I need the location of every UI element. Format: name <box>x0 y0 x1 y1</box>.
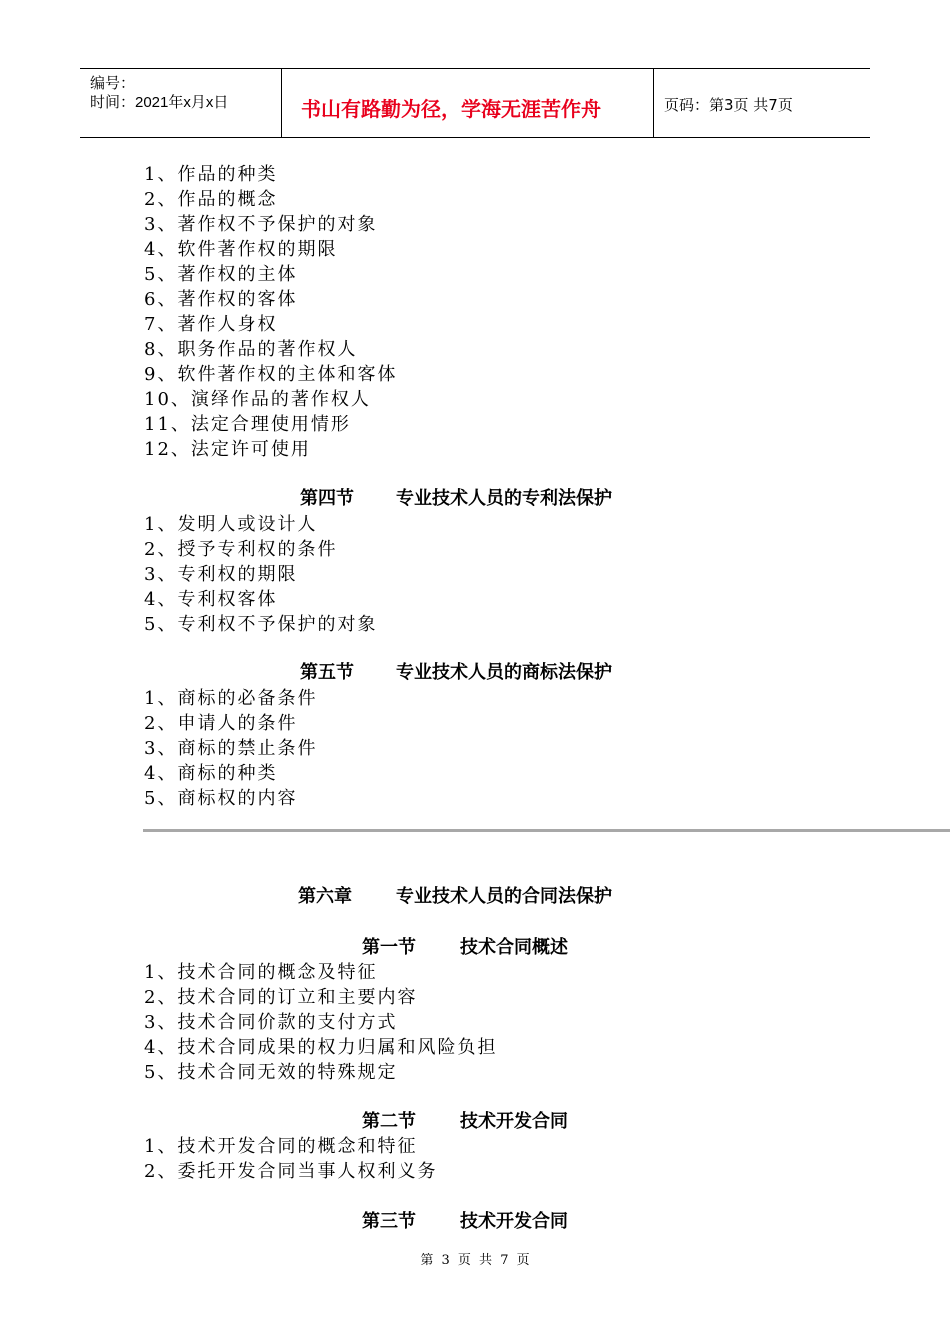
list-item: 5、专利权不予保护的对象 <box>144 614 378 635</box>
list-item: 1、技术合同的概念及特征 <box>144 962 378 983</box>
header-motto: 书山有路勤为径，学海无涯苦作舟 <box>301 97 601 121</box>
list-item: 2、授予专利权的条件 <box>144 539 338 560</box>
list-item: 3、专利权的期限 <box>144 564 298 585</box>
list-item: 5、商标权的内容 <box>144 788 298 809</box>
list-item: 12、法定许可使用 <box>144 439 311 460</box>
list-item: 5、著作权的主体 <box>144 264 298 285</box>
list-item: 6、著作权的客体 <box>144 289 298 310</box>
list-item: 1、商标的必备条件 <box>144 688 318 709</box>
list-item: 2、技术合同的订立和主要内容 <box>144 987 418 1008</box>
section-number: 第二节 <box>362 1111 416 1132</box>
list-item: 3、著作权不予保护的对象 <box>144 214 378 235</box>
list-item: 8、职务作品的著作权人 <box>144 339 358 360</box>
list-item: 2、申请人的条件 <box>144 713 298 734</box>
list-item: 3、商标的禁止条件 <box>144 738 318 759</box>
list-item: 3、技术合同价款的支付方式 <box>144 1012 398 1033</box>
section-number: 第四节 <box>300 488 354 509</box>
header-meta-cell <box>80 69 282 137</box>
list-item: 4、技术合同成果的权力归属和风险负担 <box>144 1037 498 1058</box>
section-title: 技术开发合同 <box>460 1211 568 1232</box>
list-item: 9、软件著作权的主体和客体 <box>144 364 398 385</box>
list-item: 1、技术开发合同的概念和特征 <box>144 1136 418 1157</box>
page-header <box>80 68 870 138</box>
list-item: 4、软件著作权的期限 <box>144 239 338 260</box>
page-footer: 第 3 页 共 7 页 <box>420 1253 530 1268</box>
list-item: 7、著作人身权 <box>144 314 278 335</box>
chapter-title: 专业技术人员的合同法保护 <box>396 886 612 907</box>
list-item: 2、委托开发合同当事人权利义务 <box>144 1161 438 1182</box>
document-number-label: 编号： <box>90 75 136 92</box>
list-item: 4、商标的种类 <box>144 763 278 784</box>
list-item: 4、专利权客体 <box>144 589 278 610</box>
list-item: 1、作品的种类 <box>144 164 278 185</box>
list-item: 2、作品的概念 <box>144 189 278 210</box>
list-item: 1、发明人或设计人 <box>144 514 318 535</box>
header-page-cell <box>654 69 870 137</box>
header-page-info: 页码：第3页 共7页 <box>664 96 793 114</box>
header-motto-cell <box>281 69 654 137</box>
section-number: 第三节 <box>362 1211 416 1232</box>
document-date-label: 时间：2021年x月x日 <box>90 94 229 111</box>
section-title: 专业技术人员的商标法保护 <box>396 662 612 683</box>
list-item: 10、演绎作品的著作权人 <box>144 389 371 410</box>
section-number: 第五节 <box>300 662 354 683</box>
list-item: 5、技术合同无效的特殊规定 <box>144 1062 398 1083</box>
section-number: 第一节 <box>362 937 416 958</box>
section-title: 技术开发合同 <box>460 1111 568 1132</box>
section-title: 技术合同概述 <box>460 937 568 958</box>
chapter-number: 第六章 <box>298 886 352 907</box>
list-item: 11、法定合理使用情形 <box>144 414 351 435</box>
section-title: 专业技术人员的专利法保护 <box>396 488 612 509</box>
section-divider <box>143 829 950 832</box>
